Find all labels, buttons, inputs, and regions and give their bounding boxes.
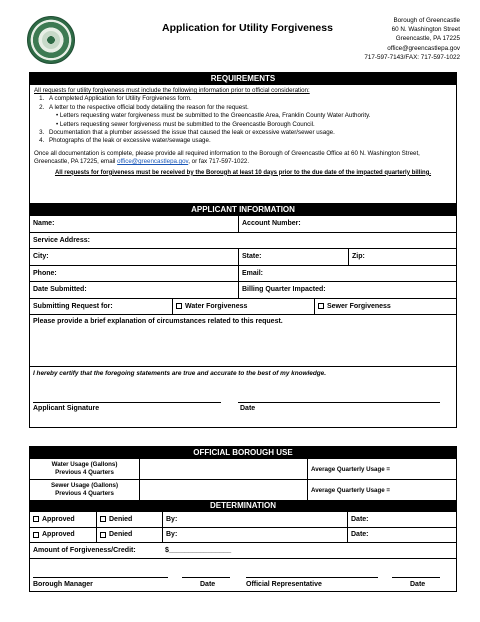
manager-signature-line[interactable] (33, 577, 168, 578)
manager-label: Borough Manager (33, 581, 93, 588)
list-item: 3. Documentation that a plumber assessed the issue that caused the leak or excessive water/sewer usage. (46, 129, 452, 137)
water-usage-label: Water Usage (Gallons) Previous 4 Quarters (30, 459, 140, 479)
list-item: 1. A completed Application for Utility Forgiveness form. (46, 95, 452, 103)
list-item: • Letters requesting water forgiveness must be submitted to the Greencastle Area, Franklin County Water Authority. (56, 112, 452, 120)
amount-label: Amount of Forgiveness/Credit: (33, 546, 136, 554)
list-item: 4. Photographs of the leak or excessive water/sewage usage. (46, 137, 452, 145)
phone-field[interactable]: Phone: (33, 269, 57, 277)
sewer-usage-label: Sewer Usage (Gallons) Previous 4 Quarters (30, 480, 140, 500)
applicant-heading: APPLICANT INFORMATION (30, 204, 456, 216)
requirements-list (46, 95, 452, 112)
rep-date-line[interactable] (392, 577, 440, 578)
determination-heading: DETERMINATION (30, 500, 456, 512)
borough-address: Borough of Greencastle 60 N. Washington Street Greencastle, PA 17225 office@greencastlepa.gov 717-597-7143/FAX: 717-597-1022 (364, 17, 460, 61)
requirements-intro: All requests for utility forgiveness must include the following information prior to official consideration: (34, 87, 310, 94)
sewer-forgiveness-option[interactable]: Sewer Forgiveness (314, 299, 456, 315)
sewer-checkbox[interactable] (318, 303, 324, 309)
official-use-section (29, 446, 457, 592)
requirements-heading: REQUIREMENTS (30, 73, 456, 85)
determination-by-field[interactable]: By: (162, 528, 347, 543)
list-item: • Letters requesting sewer forgiveness must be submitted to the Greencastle Borough Council. (56, 121, 452, 129)
water-forgiveness-option[interactable]: Water Forgiveness (172, 299, 314, 315)
email-link[interactable]: office@greencastlepa.gov (117, 158, 189, 166)
submission-instructions: Once all documentation is complete, please provide all required information to the Borough of Greencastle Office at 60 N. Washington Street, Greencastle, PA 17225, email office@greencastlepa.gov, or fax 717-597-1022. (34, 149, 420, 166)
amount-field[interactable]: $________________ (165, 546, 232, 554)
rep-signature-line[interactable] (246, 577, 378, 578)
deadline-notice: All requests for forgiveness must be received by the Borough at least 10 days prior to the due date of the impacted quarterly billing. (54, 169, 432, 176)
account-number-field[interactable]: Account Number: (238, 216, 456, 232)
applicant-section (29, 203, 457, 428)
applicant-signature-label: Applicant Signature (33, 405, 100, 412)
letter-sublist (56, 112, 452, 129)
official-use-heading: OFFICIAL BOROUGH USE (30, 447, 456, 459)
water-checkbox[interactable] (176, 303, 182, 309)
determination-by-field[interactable]: By: (162, 512, 347, 527)
name-field[interactable]: Name: (33, 220, 55, 228)
applicant-date-line[interactable] (238, 402, 440, 403)
borough-seal (27, 16, 75, 64)
certification-statement: I hereby certify that the foregoing statements are true and accurate to the best of my knowledge. (33, 370, 326, 377)
denied-checkbox[interactable] (100, 532, 106, 538)
rep-label: Official Representative (246, 581, 322, 588)
determination-date-field[interactable]: Date: (347, 512, 456, 527)
rep-date-label: Date (410, 581, 426, 588)
email-field[interactable]: Email: (238, 266, 456, 282)
requirements-section (29, 72, 457, 204)
approved-checkbox[interactable] (33, 516, 39, 522)
list-item: 2. A letter to the respective official body detailing the reason for the request. (46, 104, 452, 112)
form-title: Application for Utility Forgiveness (162, 22, 333, 34)
manager-date-label: Date (200, 581, 216, 588)
submitting-request-label: Submitting Request for: (33, 302, 113, 310)
water-usage-input[interactable] (140, 459, 308, 479)
manager-date-line[interactable] (182, 577, 230, 578)
city-field[interactable]: City: (33, 253, 49, 261)
denied-option[interactable]: Denied (96, 528, 162, 543)
service-address-field[interactable]: Service Address: (33, 236, 90, 244)
requirements-list-cont (46, 129, 452, 146)
approved-option[interactable]: Approved (30, 512, 96, 527)
denied-option[interactable]: Denied (96, 512, 162, 527)
billing-quarter-field[interactable]: Billing Quarter Impacted: (238, 282, 456, 298)
approved-checkbox[interactable] (33, 532, 39, 538)
applicant-signature-line[interactable] (33, 402, 221, 403)
determination-date-field[interactable]: Date: (347, 528, 456, 543)
state-field[interactable]: State: (238, 249, 348, 265)
sewer-usage-input[interactable] (140, 480, 308, 500)
explanation-field[interactable]: Please provide a brief explanation of circumstances related to this request. (30, 315, 456, 367)
approved-option[interactable]: Approved (30, 528, 96, 543)
zip-field[interactable]: Zip: (348, 249, 456, 265)
denied-checkbox[interactable] (100, 516, 106, 522)
sewer-average-label: Average Quarterly Usage = (311, 486, 391, 494)
water-average-label: Average Quarterly Usage = (311, 465, 391, 473)
date-submitted-field[interactable]: Date Submitted: (33, 286, 87, 294)
applicant-date-label: Date (240, 405, 256, 412)
